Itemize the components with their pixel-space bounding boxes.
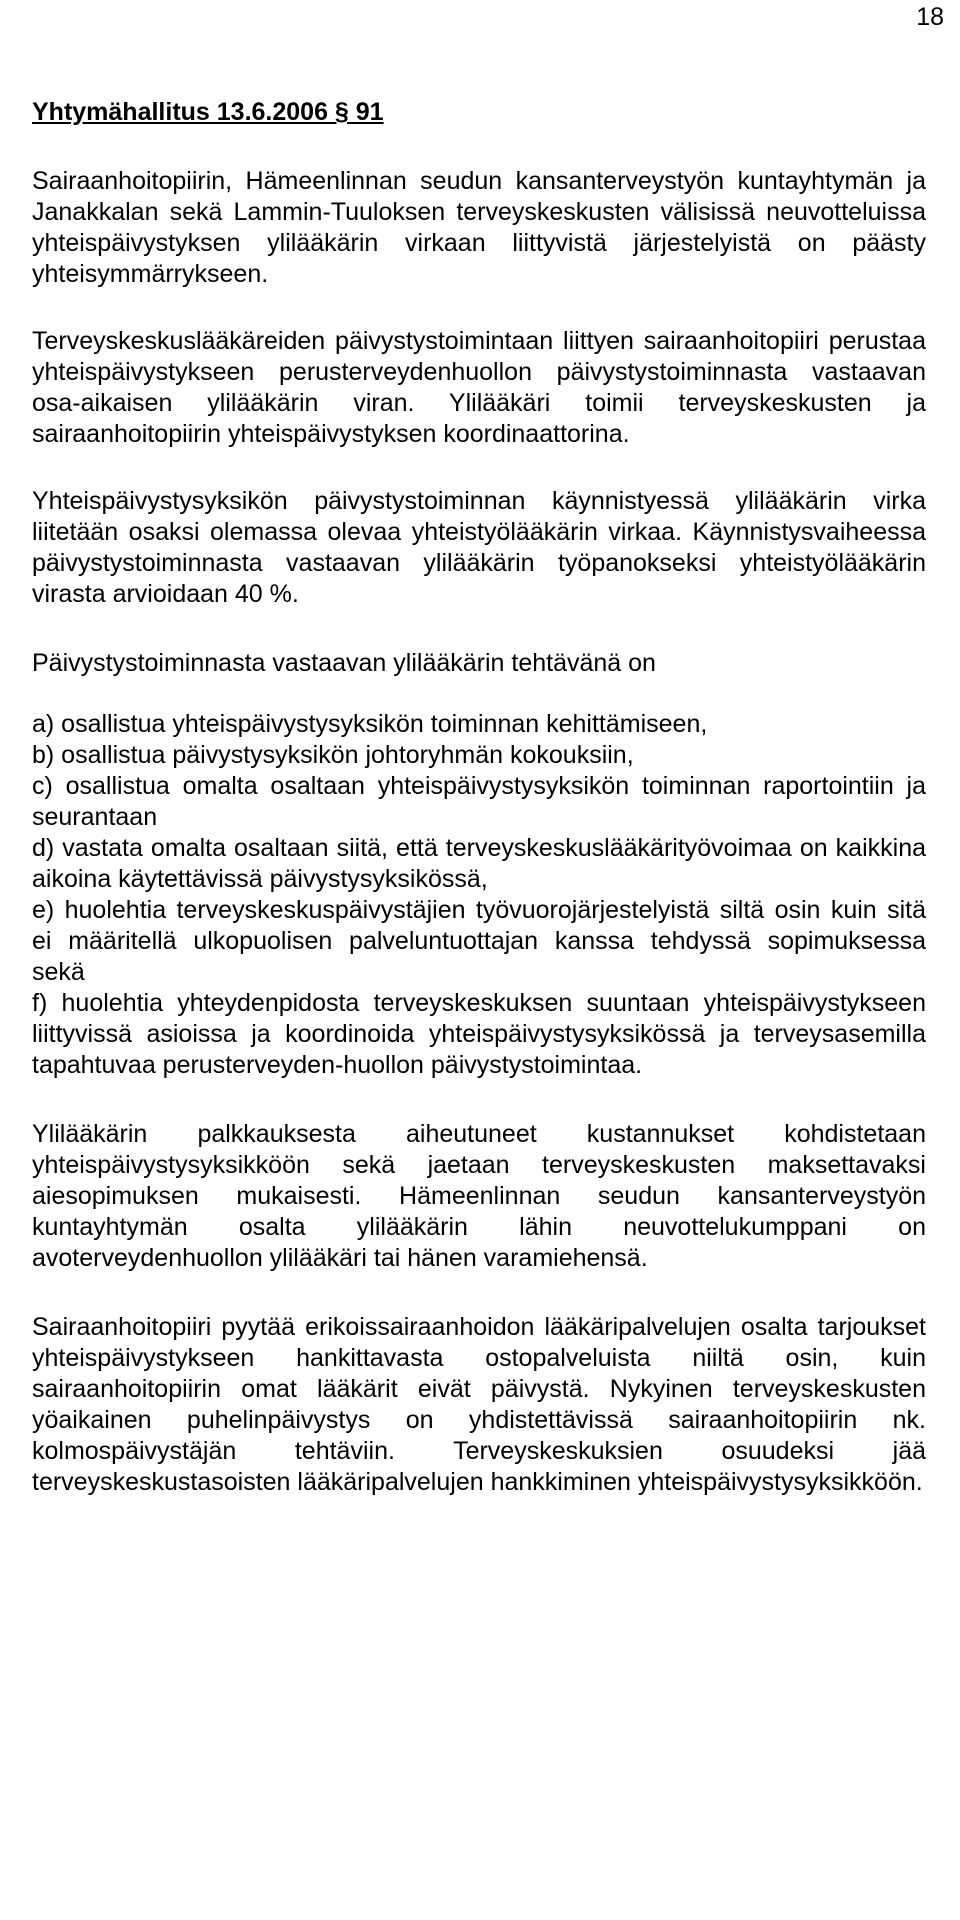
list-item: b) osallistua päivystysyksikön johtoryhmän kokouksiin, <box>32 741 634 769</box>
paragraph-specialist-services: Sairaanhoitopiiri pyytää erikoissairaanhoidon lääkäripalvelujen osalta tarjoukset yhteispäivystykseen hankittavasta ostopalveluista niiltä osin, kuin sairaanhoitopiirin omat lääkärit eivät päivystä. Nykyinen terveyskeskusten yöaikainen puhelinpäivystys on yhdistettävissä sairaanhoitopiirin nk. kolmospäivystäjän tehtäviin. Terveyskeskuksien osuudeksi jää terveyskeskustasoisten lääkäripalvelujen hankkiminen yhteispäivystysyksikköön. <box>32 1313 926 1496</box>
list-item: e) huolehtia terveyskeskuspäivystäjien työvuorojärjestelyistä siltä osin kuin sitä ei määritellä ulkopuolisen palveluntuottajan kanssa tehdyssä sopimuksessa sekä <box>32 896 926 986</box>
page-number: 18 <box>916 3 944 31</box>
section-heading: Yhtymähallitus 13.6.2006 § 91 <box>32 98 384 126</box>
list-item: d) vastata omalta osaltaan siitä, että terveyskeskuslääkärityövoimaa on kaikkina aikoina käytettävissä päivystysyksikössä, <box>32 834 926 893</box>
paragraph-agreement: Sairaanhoitopiirin, Hämeenlinnan seudun kansanterveystyön kuntayhtymän ja Janakkalan sekä Lammin-Tuuloksen terveyskeskusten välisissä neuvotteluissa yhteispäivystyksen ylilääkärin virkaan liittyvistä järjestelyistä on päästy yhteisymmärrykseen. <box>32 167 926 288</box>
duties-list <box>32 709 926 1081</box>
document-body <box>32 96 926 1536</box>
list-item: a) osallistua yhteispäivystysyksikön toiminnan kehittämiseen, <box>32 710 708 738</box>
paragraph-salary-costs: Ylilääkärin palkkauksesta aiheutuneet kustannukset kohdistetaan yhteispäivystysyksikköön sekä jaetaan terveyskeskusten maksettavaksi aiesopimuksen mukaisesti. Hämeenlinnan seudun kansanterveystyön kuntayhtymän osalta ylilääkärin lähin neuvottelukumppani on avoterveydenhuollon ylilääkäri tai hänen varamiehensä. <box>32 1120 926 1272</box>
paragraph-position-merge: Yhteispäivystysyksikön päivystystoiminnan käynnistyessä ylilääkärin virka liitetään osaksi olemassa olevaa yhteistyölääkärin virkaa. Käynnistysvaiheessa päivystystoiminnasta vastaavan ylilääkärin työpanokseksi yhteistyölääkärin virasta arvioidaan 40 %. <box>32 487 926 608</box>
list-item: c) osallistua omalta osaltaan yhteispäivystysyksikön toiminnan raportointiin ja seurantaan <box>32 772 926 831</box>
paragraph-duties-intro: Päivystystoiminnasta vastaavan ylilääkärin tehtävänä on <box>32 649 656 677</box>
list-item: f) huolehtia yhteydenpidosta terveyskeskuksen suuntaan yhteispäivystykseen liittyvissä asioissa ja koordinoida yhteispäivystysyksikössä ja terveysasemilla tapahtuvaa perusterveyden-huollon päivystystoimintaa. <box>32 989 926 1079</box>
paragraph-position-founding: Terveyskeskuslääkäreiden päivystystoimintaan liittyen sairaanhoitopiiri perustaa yhteispäivystykseen perusterveydenhuollon päivystystoiminnasta vastaavan osa-aikaisen ylilääkärin viran. Ylilääkäri toimii terveyskeskusten ja sairaanhoitopiirin yhteispäivystyksen koordinaattorina. <box>32 327 926 448</box>
